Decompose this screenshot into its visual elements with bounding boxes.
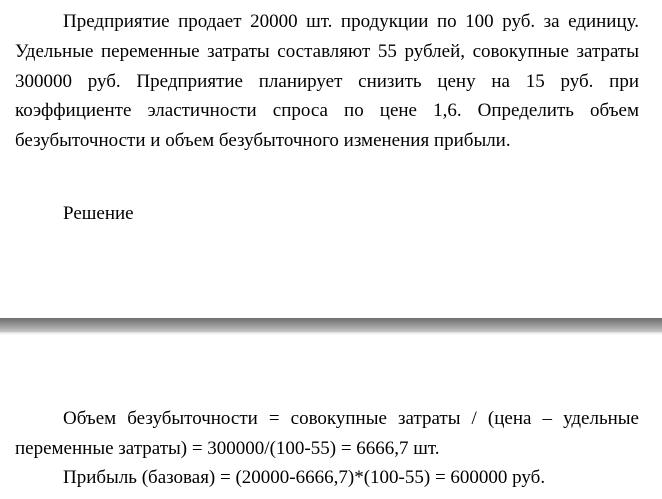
breakeven-formula: Объем безубыточности = совокупные затраты / (цена – удельные переменные затраты) = 300000/(100-55) = 6666,7 шт. [15,408,639,459]
problem-statement: Предприятие продает 20000 шт. продукции по 100 руб. за единицу. Удельные переменные затраты составляют 55 рублей, совокупные затраты 300000 руб. Предприятие планирует снизить цену на 15 руб. при коэффициенте эластичности спроса по цене 1,6. Определить объем безубыточности и объем безубыточного изменения прибыли. [15,11,639,152]
base-profit-formula: Прибыль (базовая) = (20000-6666,7)*(100-55) = 600000 руб. [63,467,546,488]
solution-heading: Решение [63,203,134,224]
page-break-divider [0,318,662,332]
page-break-shadow [0,332,662,335]
